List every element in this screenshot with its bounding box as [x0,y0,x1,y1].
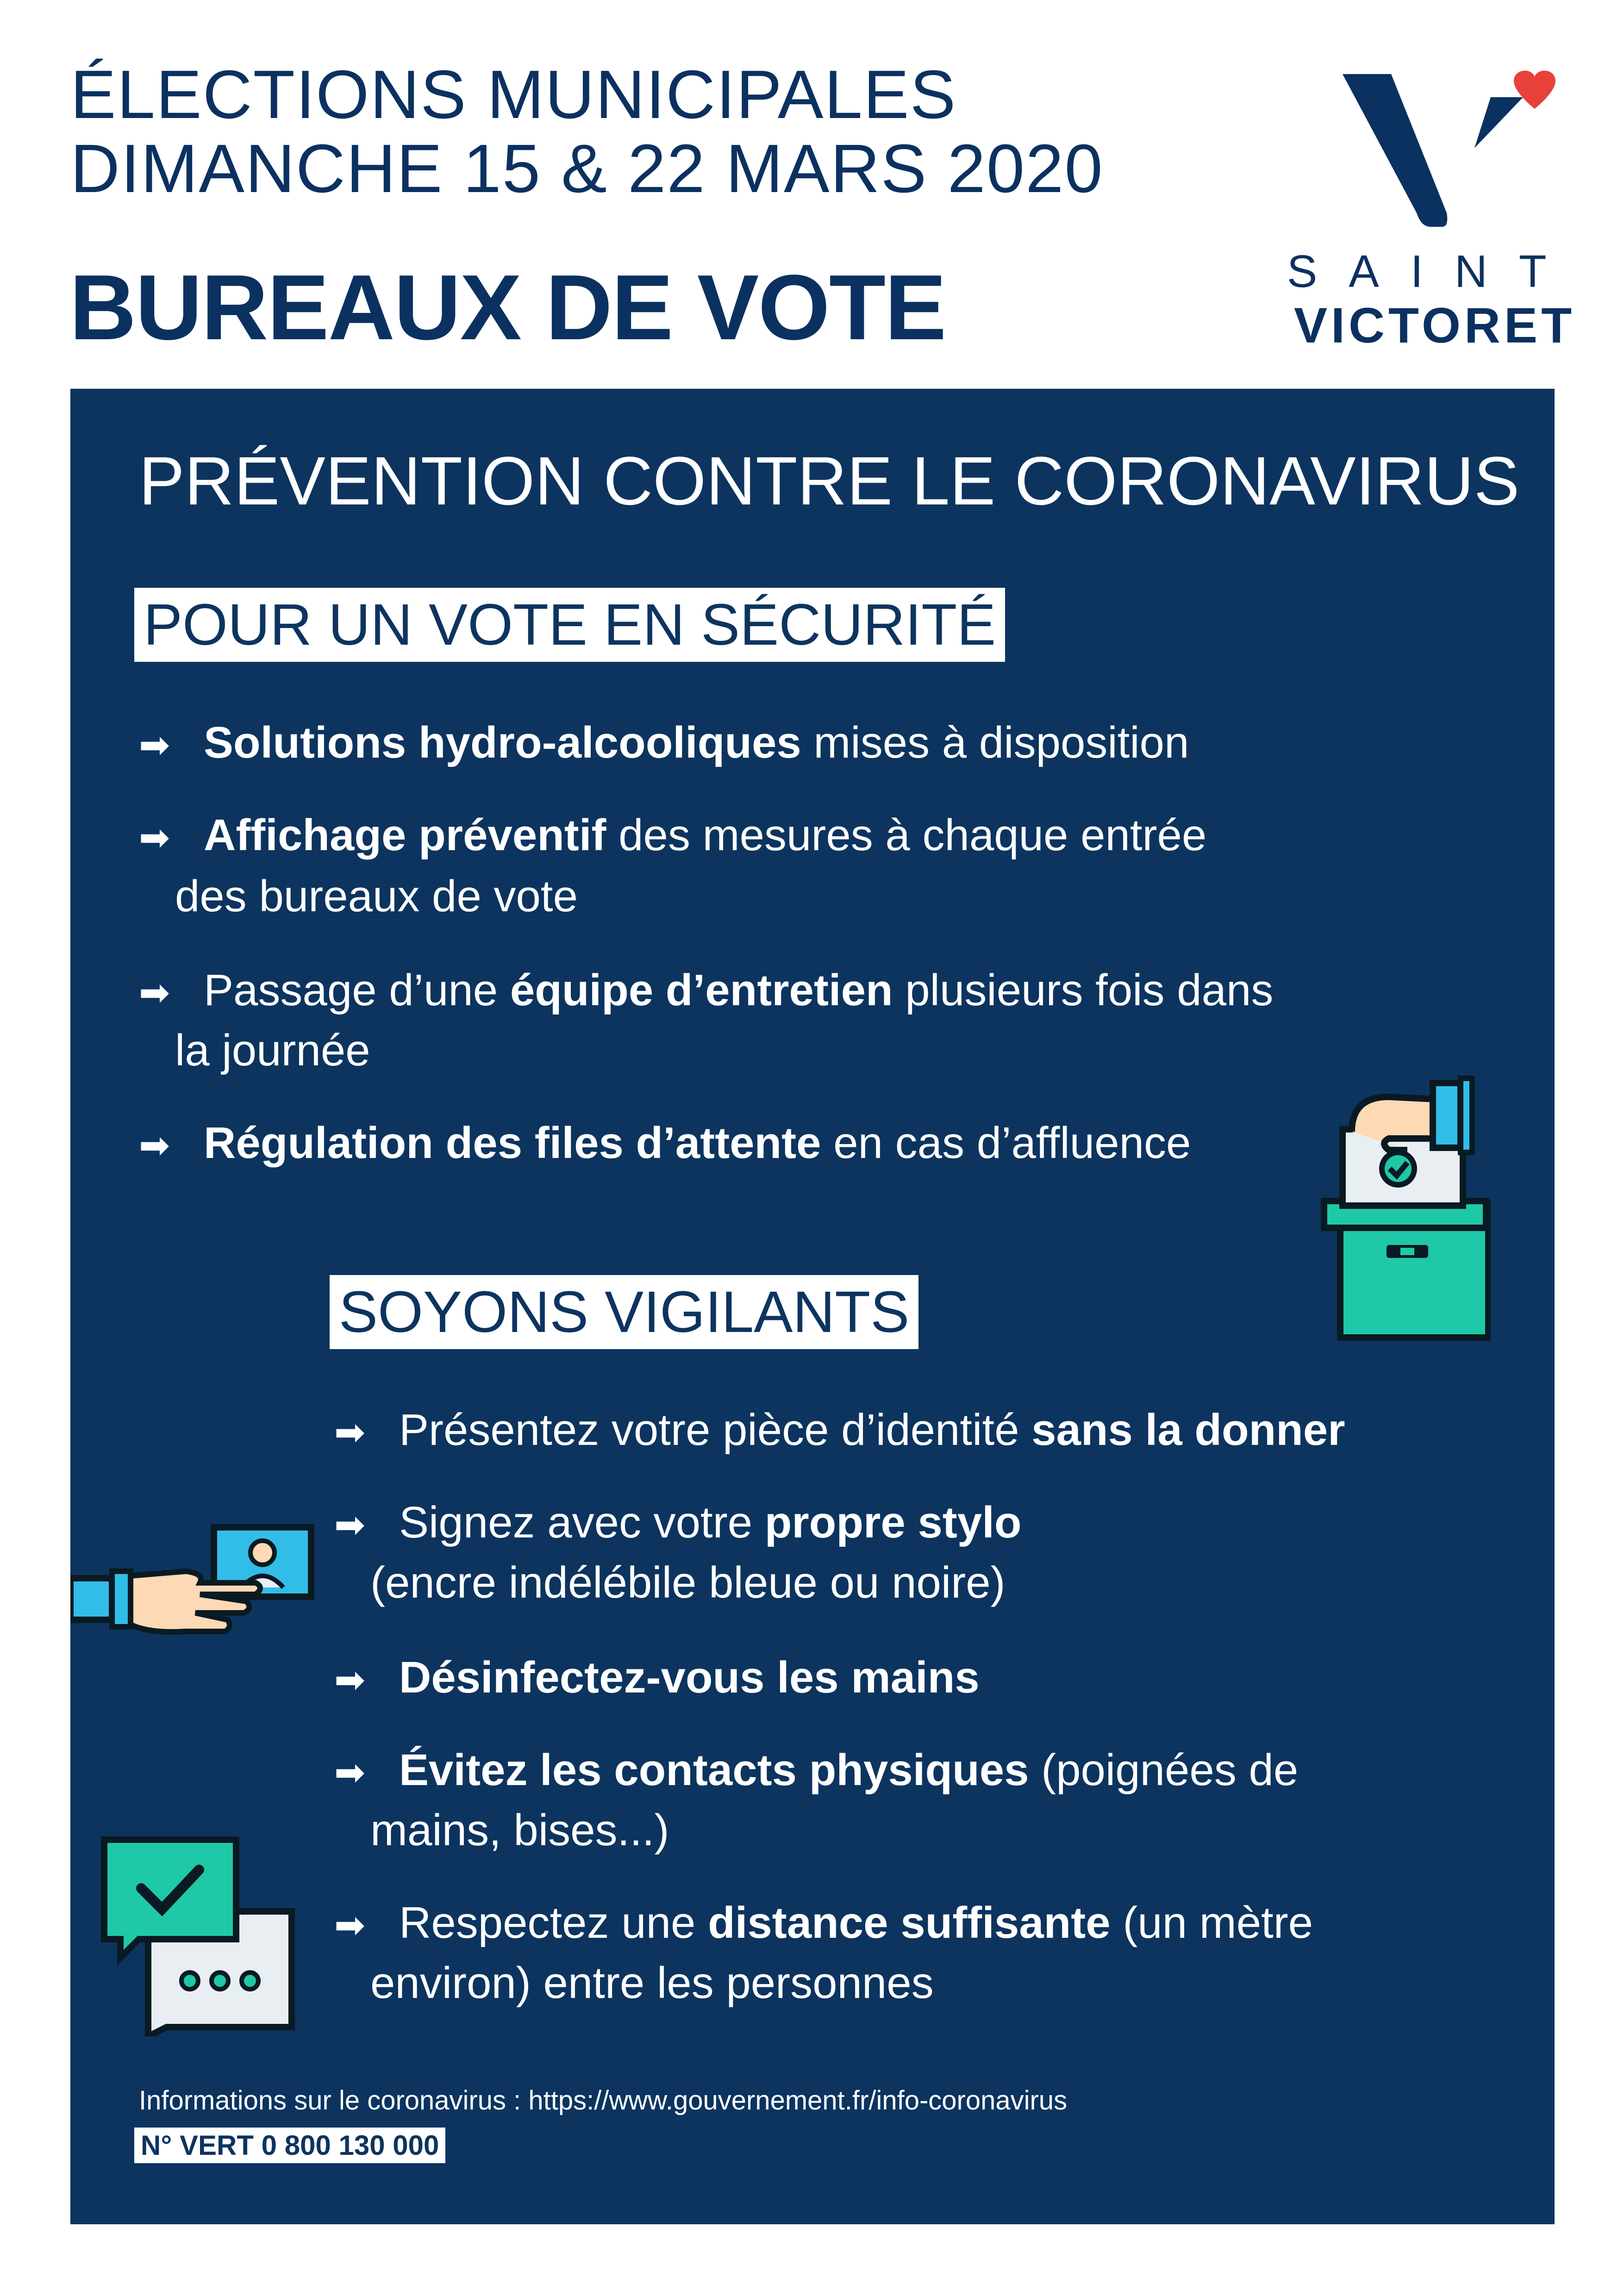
header-line-2: DIMANCHE 15 & 22 MARS 2020 [70,131,1104,207]
list-item-continuation: mains, bises...) [370,1805,669,1855]
section-heading-vigilants: SOYONS VIGILANTS [330,1275,918,1349]
arrow-right-icon: ➡ [334,1504,366,1545]
footer-info: Informations sur le coronavirus : https://www.gouvernement.fr/info-coronavirus [139,2085,1068,2116]
list-item-continuation: (encre indélébile bleue ou noire) [370,1558,1006,1607]
ballot-box-icon [1315,1074,1491,1342]
list-item: ➡ Passage d’une équipe d’entretien plusieurs fois dans [139,960,1273,1023]
list-item: ➡ Évitez les contacts physiques (poignées de [334,1740,1298,1803]
list-item: ➡ Solutions hydro-alcooliques mises à disposition [139,713,1189,775]
panel-title: PRÉVENTION CONTRE LE CORONAVIRUS [139,443,1520,519]
list-item-continuation: environ) entre les personnes [370,1958,934,2008]
chat-check-icon [97,1833,301,2036]
arrow-right-icon: ➡ [139,972,170,1013]
list-item: ➡ Affichage préventif des mesures à chaque entrée [139,805,1206,868]
page-title: BUREAUX DE VOTE [69,256,946,359]
list-item: ➡ Signez avec votre propre stylo [334,1493,1022,1555]
arrow-right-icon: ➡ [334,1659,366,1700]
arrow-right-icon: ➡ [139,817,170,858]
header-line-1: ÉLECTIONS MUNICIPALES [70,56,957,133]
logo-saint: SAINT [1287,246,1578,297]
logo-victoret: VICTORET [1294,297,1576,353]
list-item-continuation: des bureaux de vote [175,871,578,921]
arrow-right-icon: ➡ [334,1412,366,1453]
section-heading-securite: POUR UN VOTE EN SÉCURITÉ [134,588,1005,662]
footer-phone: N° VERT 0 800 130 000 [134,2128,445,2163]
list-item: ➡ Présentez votre pièce d’identité sans la donner [334,1400,1345,1462]
list-item-continuation: la journée [175,1026,370,1075]
arrow-right-icon: ➡ [334,1904,366,1946]
list-item: ➡ Respectez une distance suffisante (un mètre [334,1893,1313,1955]
arrow-right-icon: ➡ [139,724,170,765]
list-item: ➡ Régulation des files d’attente en cas d’affluence [139,1113,1191,1176]
arrow-right-icon: ➡ [334,1752,366,1793]
id-card-hand-icon [70,1518,320,1657]
list-item: ➡ Désinfectez-vous les mains [334,1648,980,1710]
arrow-right-icon: ➡ [139,1125,170,1166]
